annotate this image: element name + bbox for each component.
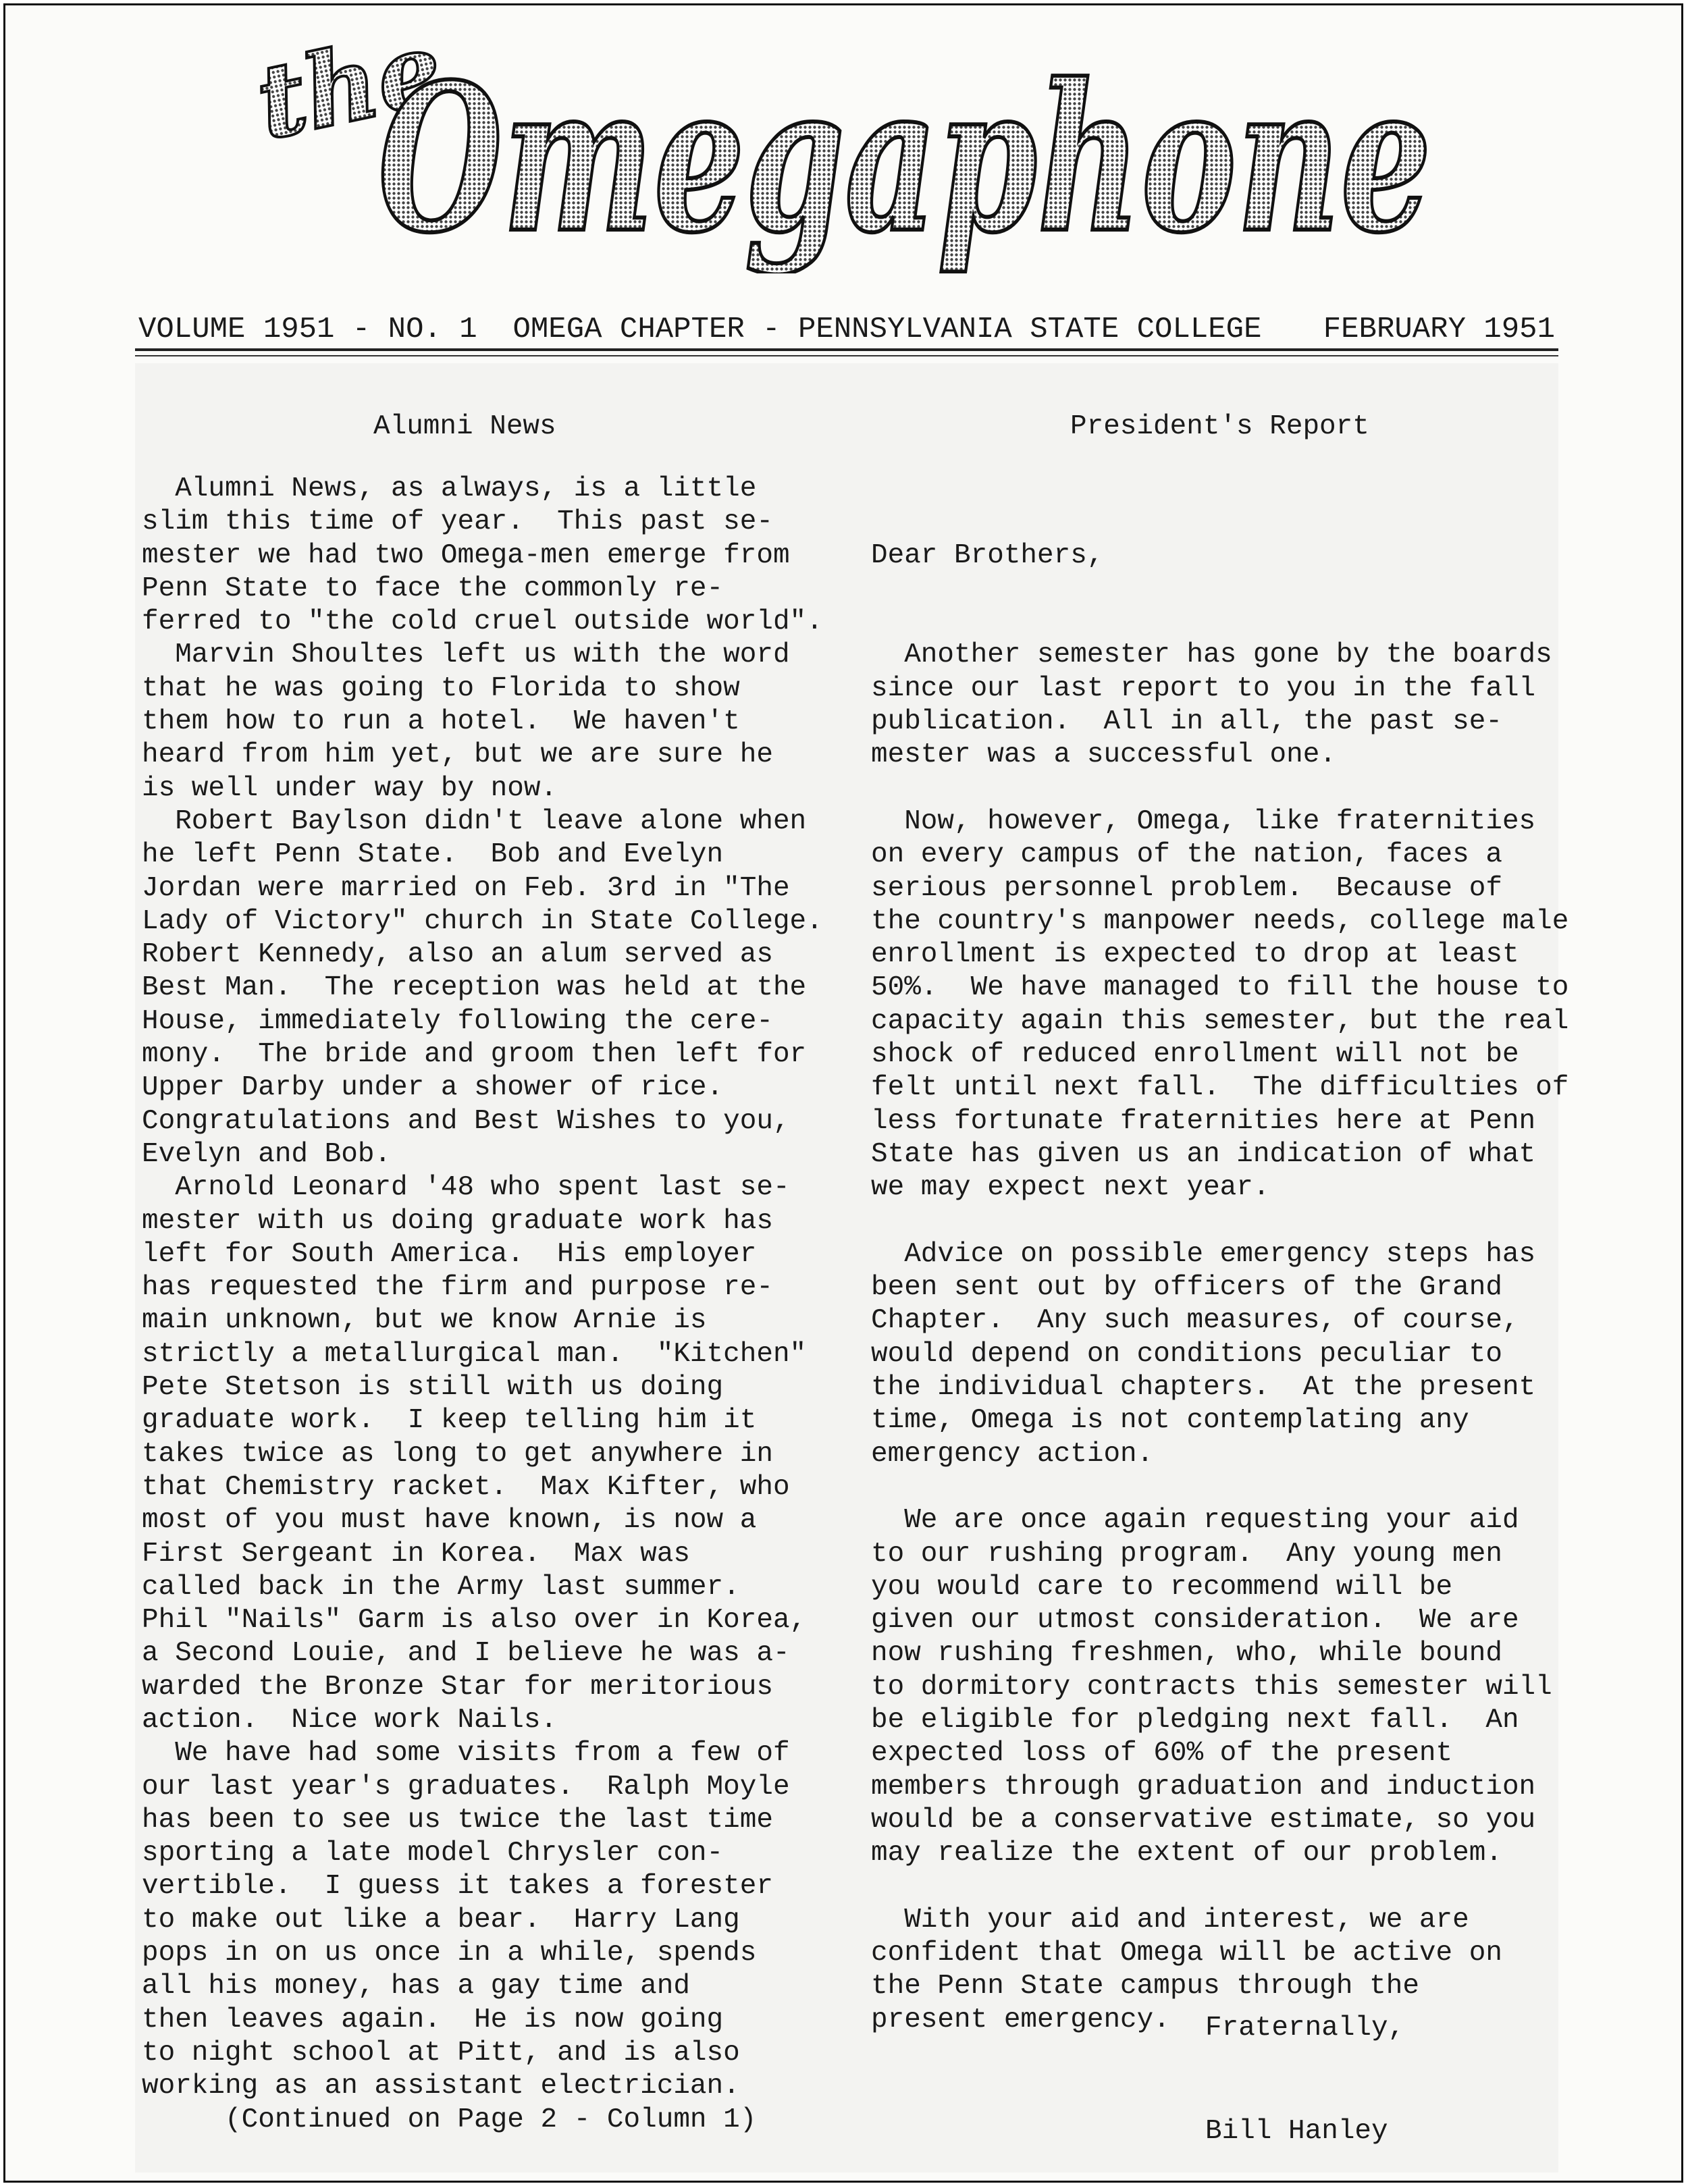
text-line: less fortunate fraternities here at Penn xyxy=(871,1105,1536,1137)
text-line: to night school at Pitt, and is also xyxy=(142,2037,740,2069)
text-line: First Sergeant in Korea. Max was xyxy=(142,1538,690,1570)
text-line: emergency action. xyxy=(871,1438,1154,1470)
masthead-title: Omegaphone xyxy=(378,39,1431,273)
text-line: House, immediately following the cere- xyxy=(142,1005,773,1037)
text-line: given our utmost consideration. We are xyxy=(871,1605,1519,1636)
text-line: Marvin Shoultes left us with the word xyxy=(142,639,790,671)
signature: Bill Hanley xyxy=(1205,2116,1388,2147)
text-line: that he was going to Florida to show xyxy=(142,672,740,704)
text-line: you would care to recommend will be xyxy=(871,1571,1453,1603)
text-line: publication. All in all, the past se- xyxy=(871,706,1502,738)
alumni-news-column xyxy=(142,473,823,2137)
text-line: Phil "Nails" Garm is also over in Korea, xyxy=(142,1605,807,1636)
text-line: we may expect next year. xyxy=(871,1172,1270,1204)
text-line: now rushing freshmen, who, while bound xyxy=(871,1638,1502,1670)
text-line: 50%. We have managed to fill the house to xyxy=(871,972,1569,1004)
text-line: Chapter. Any such measures, of course, xyxy=(871,1305,1519,1337)
text-line: left for South America. His employer xyxy=(142,1238,757,1270)
text-line: With your aid and interest, we are xyxy=(871,1904,1469,1936)
text-line: felt until next fall. The difficulties of xyxy=(871,1072,1569,1104)
text-line: Penn State to face the commonly re- xyxy=(142,572,724,604)
text-line: been sent out by officers of the Grand xyxy=(871,1272,1502,1304)
text-line: on every campus of the nation, faces a xyxy=(871,839,1502,871)
text-line: the country's manpower needs, college male xyxy=(871,905,1569,937)
masthead-logo xyxy=(250,7,1445,273)
text-line: working as an assistant electrician. xyxy=(142,2071,740,2102)
header-rule-thin xyxy=(135,355,1558,356)
text-line: Advice on possible emergency steps has xyxy=(871,1238,1536,1270)
text-line: he left Penn State. Bob and Evelyn xyxy=(142,839,724,871)
text-line: Now, however, Omega, like fraternities xyxy=(871,805,1536,837)
text-line: sporting a late model Chrysler con- xyxy=(142,1838,724,1869)
text-line: serious personnel problem. Because of xyxy=(871,872,1502,904)
masthead-the: the xyxy=(250,8,452,163)
text-line: them how to run a hotel. We haven't xyxy=(142,706,740,738)
text-line: be eligible for pledging next fall. An xyxy=(871,1704,1519,1736)
text-line: to dormitory contracts this semester will xyxy=(871,1671,1552,1703)
closing: Fraternally, xyxy=(1205,2013,1405,2044)
text-line: expected loss of 60% of the present xyxy=(871,1738,1453,1769)
paragraph-gap xyxy=(871,772,1568,805)
text-line: Another semester has gone by the boards xyxy=(871,639,1552,671)
issue-date: FEBRUARY 1951 xyxy=(1323,313,1555,346)
text-line: enrollment is expected to drop at least xyxy=(871,939,1519,971)
text-line: main unknown, but we know Arnie is xyxy=(142,1305,707,1337)
text-line: is well under way by now. xyxy=(142,772,558,804)
greeting: Dear Brothers, xyxy=(871,539,1104,571)
paragraph-gap xyxy=(871,1471,1568,1504)
text-line: has requested the firm and purpose re- xyxy=(142,1272,773,1304)
text-line: our last year's graduates. Ralph Moyle xyxy=(142,1771,790,1803)
text-line: Evelyn and Bob. xyxy=(142,1138,392,1170)
text-line: Best Man. The reception was held at the xyxy=(142,972,807,1004)
text-line: Robert Baylson didn't leave alone when xyxy=(142,805,807,837)
text-line: most of you must have known, is now a xyxy=(142,1505,757,1537)
text-line: time, Omega is not contemplating any xyxy=(871,1405,1469,1437)
text-line: mony. The bride and groom then left for xyxy=(142,1039,807,1071)
text-line: pops in on us once in a while, spends xyxy=(142,1938,757,1969)
text-line: capacity again this semester, but the real xyxy=(871,1005,1569,1037)
text-line: all his money, has a gay time and xyxy=(142,1971,690,2002)
paragraph-gap xyxy=(871,1870,1568,1903)
alumni-news-heading: Alumni News xyxy=(373,411,556,442)
text-line: Arnold Leonard '48 who spent last se- xyxy=(142,1172,790,1204)
text-line: heard from him yet, but we are sure he xyxy=(142,739,773,771)
paragraph-gap xyxy=(871,1205,1568,1238)
text-line: mester with us doing graduate work has xyxy=(142,1205,773,1237)
text-line: mester we had two Omega-men emerge from xyxy=(142,539,790,571)
text-line: that Chemistry racket. Max Kifter, who xyxy=(142,1471,790,1503)
issue-info-line xyxy=(138,309,1555,350)
text-line: mester was a successful one. xyxy=(871,739,1336,771)
text-line: the individual chapters. At the present xyxy=(871,1372,1536,1404)
text-line: would depend on conditions peculiar to xyxy=(871,1338,1502,1370)
text-line: Alumni News, as always, is a little xyxy=(142,473,757,504)
presidents-report-heading: President's Report xyxy=(1070,411,1369,442)
text-line: warded the Bronze Star for meritorious xyxy=(142,1671,773,1703)
text-line: Robert Kennedy, also an alum served as xyxy=(142,939,773,971)
text-line: confident that Omega will be active on xyxy=(871,1938,1502,1969)
text-line: vertible. I guess it takes a forester xyxy=(142,1871,773,1902)
text-line: takes twice as long to get anywhere in xyxy=(142,1438,773,1470)
text-line: Jordan were married on Feb. 3rd in "The xyxy=(142,872,790,904)
text-line: State has given us an indication of what xyxy=(871,1138,1536,1170)
text-line: Pete Stetson is still with us doing xyxy=(142,1372,724,1404)
text-line: called back in the Army last summer. xyxy=(142,1571,740,1603)
volume-chapter-info: VOLUME 1951 - NO. 1 OMEGA CHAPTER - PENNSYLVANIA STATE COLLEGE xyxy=(138,313,1262,346)
text-line: members through graduation and induction xyxy=(871,1771,1536,1803)
text-line: action. Nice work Nails. xyxy=(142,1704,558,1736)
text-line: a Second Louie, and I believe he was a- xyxy=(142,1638,790,1670)
presidents-report-column xyxy=(871,473,1568,2037)
text-line: then leaves again. He is now going xyxy=(142,2004,724,2035)
text-line: We have had some visits from a few of xyxy=(142,1738,790,1769)
header-rule xyxy=(135,348,1558,351)
text-line: graduate work. I keep telling him it xyxy=(142,1405,757,1437)
text-line: would be a conservative estimate, so you xyxy=(871,1804,1536,1836)
text-line: has been to see us twice the last time xyxy=(142,1804,773,1836)
paragraph-gap xyxy=(871,606,1568,639)
text-line: strictly a metallurgical man. "Kitchen" xyxy=(142,1338,807,1370)
text-line: Lady of Victory" church in State College. xyxy=(142,905,823,937)
text-line: since our last report to you in the fall xyxy=(871,672,1536,704)
text-line: present emergency. xyxy=(871,2004,1170,2035)
text-line: We are once again requesting your aid xyxy=(871,1505,1519,1537)
text-line: slim this time of year. This past se- xyxy=(142,506,773,538)
text-line: (Continued on Page 2 - Column 1) xyxy=(142,2104,757,2135)
text-line: to our rushing program. Any young men xyxy=(871,1538,1502,1570)
text-line: the Penn State campus through the xyxy=(871,1971,1419,2002)
text-line: may realize the extent of our problem. xyxy=(871,1838,1502,1869)
text-line: Congratulations and Best Wishes to you, xyxy=(142,1105,790,1137)
text-line: to make out like a bear. Harry Lang xyxy=(142,1904,740,1936)
text-line: shock of reduced enrollment will not be xyxy=(871,1039,1519,1071)
text-line: ferred to "the cold cruel outside world". xyxy=(142,606,823,638)
text-line: Upper Darby under a shower of rice. xyxy=(142,1072,724,1104)
